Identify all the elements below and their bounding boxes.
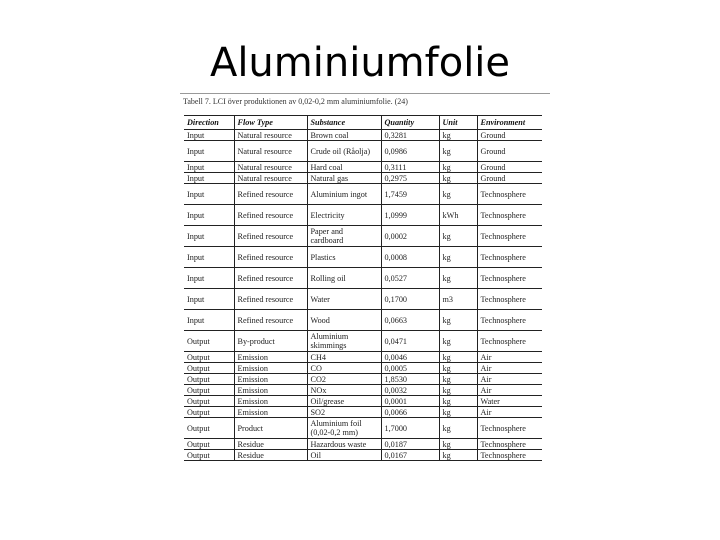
cell-environment: Ground — [477, 130, 542, 141]
cell-substance: Aluminium foil (0,02-0,2 mm) — [307, 418, 381, 439]
cell-direction: Input — [184, 173, 234, 184]
cell-direction: Output — [184, 374, 234, 385]
cell-quantity: 0,0032 — [381, 385, 439, 396]
cell-flow-type: Residue — [234, 439, 307, 450]
cell-unit: kg — [439, 374, 477, 385]
table-row — [184, 363, 542, 374]
col-header-flow-type: Flow Type — [234, 116, 307, 130]
cell-unit: kg — [439, 130, 477, 141]
cell-unit: kg — [439, 418, 477, 439]
cell-unit: kg — [439, 310, 477, 331]
table-row — [184, 173, 542, 184]
cell-environment: Air — [477, 363, 542, 374]
cell-unit: kg — [439, 184, 477, 205]
cell-quantity: 0,3111 — [381, 162, 439, 173]
cell-environment: Technosphere — [477, 418, 542, 439]
cell-quantity: 0,0046 — [381, 352, 439, 363]
cell-environment: Technosphere — [477, 184, 542, 205]
table-row — [184, 331, 542, 352]
cell-direction: Output — [184, 407, 234, 418]
cell-quantity: 0,0002 — [381, 226, 439, 247]
cell-flow-type: Emission — [234, 385, 307, 396]
table-row — [184, 439, 542, 450]
table-row — [184, 374, 542, 385]
cell-flow-type: Emission — [234, 374, 307, 385]
cell-flow-type: Natural resource — [234, 141, 307, 162]
cell-direction: Input — [184, 205, 234, 226]
cell-environment: Ground — [477, 173, 542, 184]
lci-table — [184, 115, 542, 461]
cell-direction: Output — [184, 418, 234, 439]
cell-substance: Crude oil (Råolja) — [307, 141, 381, 162]
cell-quantity: 0,0187 — [381, 439, 439, 450]
table-top-rule — [180, 93, 550, 94]
cell-flow-type: Emission — [234, 407, 307, 418]
cell-direction: Input — [184, 247, 234, 268]
cell-substance: SO2 — [307, 407, 381, 418]
table-row — [184, 162, 542, 173]
cell-substance: Oil/grease — [307, 396, 381, 407]
cell-unit: kg — [439, 247, 477, 268]
cell-unit: kg — [439, 385, 477, 396]
table-row — [184, 450, 542, 461]
cell-unit: kg — [439, 162, 477, 173]
cell-flow-type: Refined resource — [234, 184, 307, 205]
cell-direction: Output — [184, 439, 234, 450]
cell-unit: kg — [439, 407, 477, 418]
col-header-substance: Substance — [307, 116, 381, 130]
cell-unit: kWh — [439, 205, 477, 226]
cell-environment: Ground — [477, 141, 542, 162]
cell-flow-type: Emission — [234, 363, 307, 374]
table-row — [184, 247, 542, 268]
cell-unit: kg — [439, 173, 477, 184]
slide-title: Aluminiumfolie — [209, 40, 511, 86]
table-row — [184, 130, 542, 141]
cell-substance: Paper and cardboard — [307, 226, 381, 247]
cell-quantity: 1,7459 — [381, 184, 439, 205]
cell-substance: CO — [307, 363, 381, 374]
cell-environment: Technosphere — [477, 310, 542, 331]
cell-flow-type: Refined resource — [234, 310, 307, 331]
cell-flow-type: Natural resource — [234, 173, 307, 184]
cell-substance: Rolling oil — [307, 268, 381, 289]
cell-quantity: 0,3281 — [381, 130, 439, 141]
cell-flow-type: Refined resource — [234, 226, 307, 247]
cell-quantity: 0,0167 — [381, 450, 439, 461]
cell-substance: Natural gas — [307, 173, 381, 184]
cell-substance: NOx — [307, 385, 381, 396]
cell-substance: Hard coal — [307, 162, 381, 173]
table-row — [184, 352, 542, 363]
cell-substance: CH4 — [307, 352, 381, 363]
cell-quantity: 0,0066 — [381, 407, 439, 418]
cell-direction: Output — [184, 352, 234, 363]
cell-direction: Input — [184, 289, 234, 310]
cell-flow-type: Residue — [234, 450, 307, 461]
cell-direction: Input — [184, 141, 234, 162]
cell-flow-type: Refined resource — [234, 205, 307, 226]
cell-environment: Technosphere — [477, 205, 542, 226]
table-row — [184, 418, 542, 439]
cell-substance: Water — [307, 289, 381, 310]
cell-environment: Technosphere — [477, 289, 542, 310]
cell-flow-type: Natural resource — [234, 130, 307, 141]
cell-unit: kg — [439, 363, 477, 374]
table-row — [184, 205, 542, 226]
cell-flow-type: Product — [234, 418, 307, 439]
cell-substance: Electricity — [307, 205, 381, 226]
cell-quantity: 1,7000 — [381, 418, 439, 439]
cell-flow-type: Refined resource — [234, 247, 307, 268]
table-header-row — [184, 116, 542, 130]
cell-substance: Aluminium ingot — [307, 184, 381, 205]
cell-direction: Input — [184, 268, 234, 289]
cell-flow-type: Natural resource — [234, 162, 307, 173]
col-header-direction: Direction — [184, 116, 234, 130]
cell-environment: Technosphere — [477, 439, 542, 450]
table-row — [184, 268, 542, 289]
table-row — [184, 385, 542, 396]
cell-direction: Input — [184, 162, 234, 173]
cell-substance: Plastics — [307, 247, 381, 268]
cell-quantity: 0,0527 — [381, 268, 439, 289]
cell-environment: Technosphere — [477, 450, 542, 461]
cell-direction: Output — [184, 331, 234, 352]
table-caption: Tabell 7. LCI över produktionen av 0,02-0,2 mm aluminiumfolie. (24) — [183, 97, 408, 106]
cell-direction: Output — [184, 385, 234, 396]
cell-substance: Oil — [307, 450, 381, 461]
cell-direction: Output — [184, 363, 234, 374]
table-row — [184, 141, 542, 162]
cell-quantity: 0,0986 — [381, 141, 439, 162]
cell-unit: kg — [439, 331, 477, 352]
cell-environment: Air — [477, 374, 542, 385]
cell-quantity: 0,0471 — [381, 331, 439, 352]
cell-flow-type: Emission — [234, 352, 307, 363]
cell-substance: Aluminium skimmings — [307, 331, 381, 352]
cell-unit: kg — [439, 396, 477, 407]
cell-substance: Wood — [307, 310, 381, 331]
cell-environment: Air — [477, 385, 542, 396]
table-row — [184, 184, 542, 205]
cell-environment: Technosphere — [477, 331, 542, 352]
cell-flow-type: Refined resource — [234, 268, 307, 289]
cell-unit: m3 — [439, 289, 477, 310]
cell-environment: Water — [477, 396, 542, 407]
cell-quantity: 0,2975 — [381, 173, 439, 184]
cell-environment: Technosphere — [477, 268, 542, 289]
cell-environment: Technosphere — [477, 247, 542, 268]
cell-substance: CO2 — [307, 374, 381, 385]
table-row — [184, 226, 542, 247]
col-header-quantity: Quantity — [381, 116, 439, 130]
cell-unit: kg — [439, 439, 477, 450]
col-header-environment: Environment — [477, 116, 542, 130]
cell-flow-type: Refined resource — [234, 289, 307, 310]
cell-unit: kg — [439, 352, 477, 363]
cell-quantity: 0,0008 — [381, 247, 439, 268]
cell-unit: kg — [439, 141, 477, 162]
cell-unit: kg — [439, 268, 477, 289]
cell-environment: Air — [477, 352, 542, 363]
cell-environment: Technosphere — [477, 226, 542, 247]
cell-direction: Output — [184, 396, 234, 407]
table-body — [184, 130, 542, 461]
cell-direction: Output — [184, 450, 234, 461]
cell-substance: Hazardous waste — [307, 439, 381, 450]
cell-quantity: 1,8530 — [381, 374, 439, 385]
cell-quantity: 1,0999 — [381, 205, 439, 226]
cell-quantity: 0,0005 — [381, 363, 439, 374]
cell-direction: Input — [184, 310, 234, 331]
cell-flow-type: By-product — [234, 331, 307, 352]
cell-unit: kg — [439, 450, 477, 461]
table-row — [184, 310, 542, 331]
table-row — [184, 396, 542, 407]
cell-quantity: 0,0001 — [381, 396, 439, 407]
cell-direction: Input — [184, 226, 234, 247]
cell-environment: Air — [477, 407, 542, 418]
cell-flow-type: Emission — [234, 396, 307, 407]
cell-unit: kg — [439, 226, 477, 247]
cell-environment: Ground — [477, 162, 542, 173]
table-row — [184, 289, 542, 310]
table-row — [184, 407, 542, 418]
cell-substance: Brown coal — [307, 130, 381, 141]
cell-direction: Input — [184, 184, 234, 205]
col-header-unit: Unit — [439, 116, 477, 130]
cell-direction: Input — [184, 130, 234, 141]
cell-quantity: 0,1700 — [381, 289, 439, 310]
cell-quantity: 0,0663 — [381, 310, 439, 331]
